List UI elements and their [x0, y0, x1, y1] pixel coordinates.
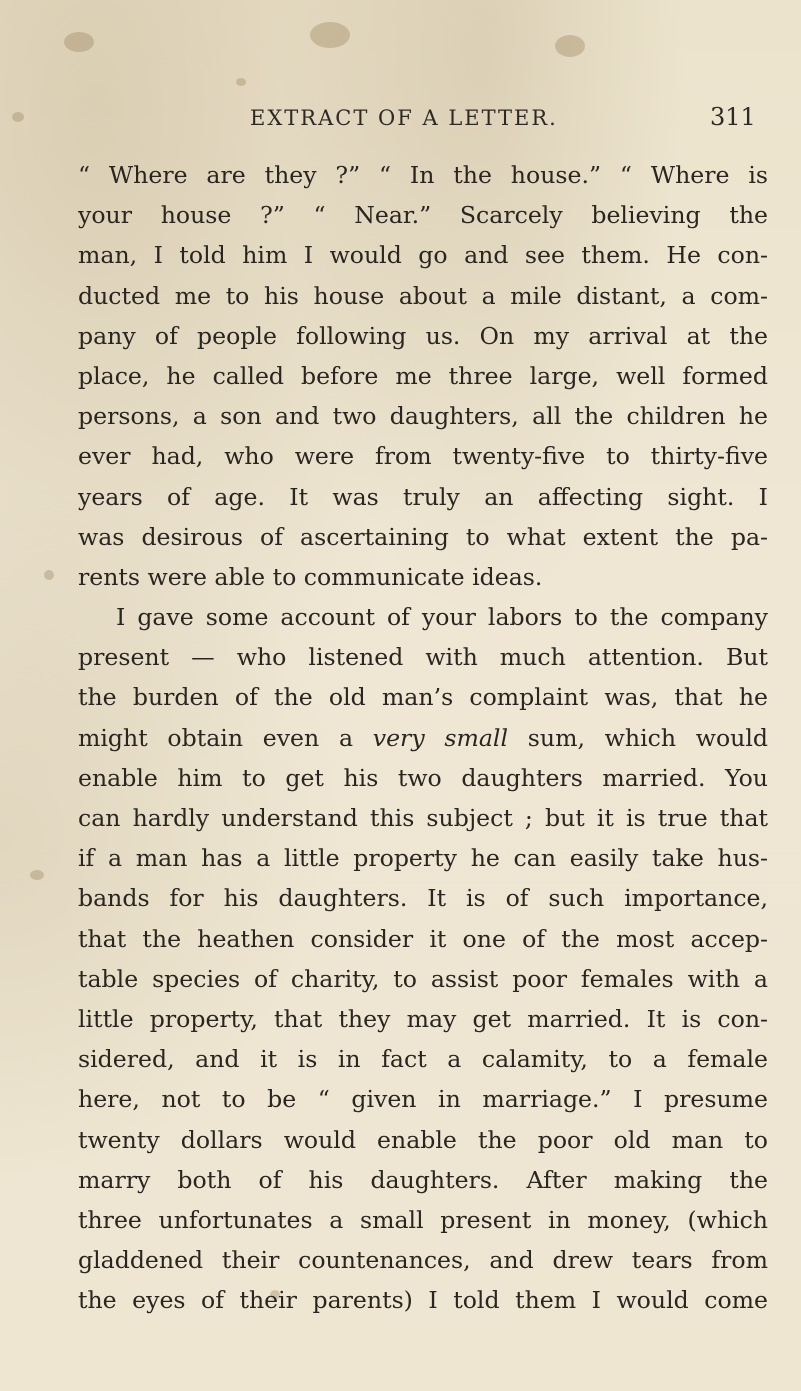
text-line: can hardly understand this subject ; but it is true that	[78, 804, 768, 832]
text-line: sidered, and it is in fact a calamity, to a female	[78, 1045, 768, 1074]
text-line: gladdened their countenances, and drew tears from	[78, 1246, 768, 1275]
text-segment: sum, which would	[527, 723, 768, 752]
page-number: 311	[710, 103, 756, 131]
text-line: was desirous of ascertaining to what extent the pa-	[78, 522, 768, 551]
text-line: your house ?” “ Near.” Scarcely believing the	[78, 201, 768, 230]
foxing-spot	[555, 35, 585, 57]
text-line: rents were able to communicate ideas.	[78, 562, 543, 591]
text-line: enable him to get his two daughters married. You	[78, 763, 768, 792]
text-line: ever had, who were from twenty-five to thirty-five	[78, 442, 768, 471]
foxing-spot	[236, 78, 246, 86]
body-text	[78, 155, 768, 1320]
text-line: ducted me to his house about a mile distant, a com-	[78, 281, 768, 310]
text-line: marry both of his daughters. After making the	[78, 1165, 768, 1194]
text-line: persons, a son and two daughters, all the children he	[78, 402, 768, 431]
text-line: pany of people following us. On my arrival at the	[78, 321, 768, 350]
text-line: place, he called before me three large, well formed	[78, 361, 768, 390]
foxing-spot	[12, 112, 24, 122]
foxing-spot	[64, 32, 94, 52]
text-line: bands for his daughters. It is of such importance,	[78, 884, 768, 913]
text-line: “ Where are they ?” “ In the house.” “ Where is	[78, 161, 768, 189]
foxing-spot	[44, 570, 54, 580]
text-line: here, not to be “ given in marriage.” I presume	[78, 1085, 768, 1114]
text-line: that the heathen consider it one of the most accep-	[78, 924, 768, 953]
text-line	[78, 718, 768, 758]
text-line: years of age. It was truly an affecting sight. I	[78, 482, 768, 511]
text-line: table species of charity, to assist poor females with a	[78, 964, 768, 993]
text-line: the eyes of their parents) I told them I would come	[78, 1286, 768, 1315]
paragraph-start-line: I gave some account of your labors to the company	[116, 603, 768, 632]
foxing-spot	[310, 22, 350, 48]
text-segment: might obtain even a	[78, 723, 354, 752]
text-line: the burden of the old man’s complaint was, that he	[78, 683, 768, 712]
italic-emphasis: very small	[372, 723, 509, 752]
text-line: little property, that they may get married. It is con-	[78, 1004, 768, 1033]
text-line: present — who listened with much attention. But	[78, 643, 768, 672]
running-head: EXTRACT OF A LETTER.	[250, 106, 558, 130]
text-line: three unfortunates a small present in money, (which	[78, 1205, 768, 1234]
foxing-spot	[30, 870, 44, 880]
text-line: twenty dollars would enable the poor old man to	[78, 1125, 768, 1154]
text-line: if a man has a little property he can easily take hus-	[78, 844, 768, 873]
text-line: man, I told him I would go and see them. He con-	[78, 241, 768, 270]
